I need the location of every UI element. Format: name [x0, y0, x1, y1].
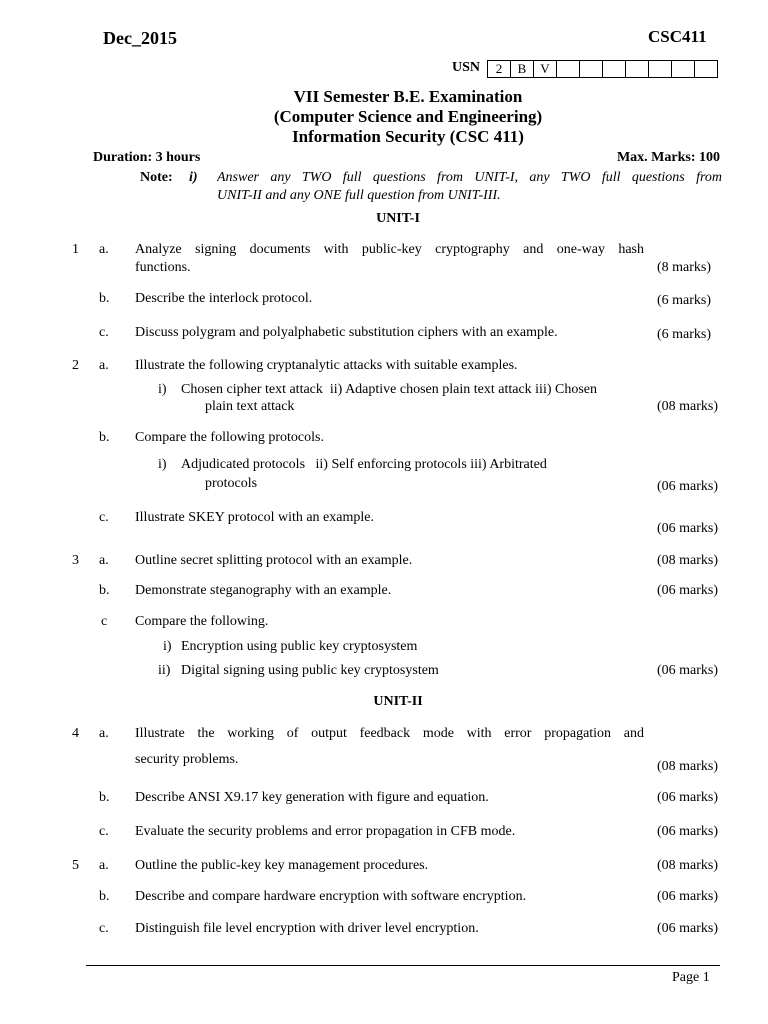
usn-box: B: [510, 60, 533, 78]
sub-item-label: i): [158, 457, 167, 472]
exam-title: VII Semester B.E. Examination: [293, 87, 523, 106]
question-part-letter: a.: [99, 726, 109, 741]
question-text: Describe the interlock protocol.: [135, 291, 313, 306]
question-text: Analyze signing documents with public-key cryptography and one-way hash: [135, 242, 644, 257]
question-marks: (06 marks): [657, 583, 719, 598]
question-text: functions.: [135, 260, 191, 275]
question-part-letter: c.: [99, 824, 109, 839]
sub-item-text: Chosen cipher text attack ii) Adaptive chosen plain text attack iii) Chosen: [181, 382, 597, 397]
sub-item-text: protocols: [205, 476, 258, 491]
question-text: Illustrate SKEY protocol with an example.: [135, 510, 374, 525]
question-part-letter: b.: [99, 583, 110, 598]
usn-box: [625, 60, 648, 78]
usn-box-border: [717, 60, 718, 78]
question-part-letter: b.: [99, 291, 110, 306]
usn-box: [556, 60, 579, 78]
exam-subject: Information Security (CSC 411): [292, 127, 524, 146]
question-marks: (06 marks): [657, 521, 719, 536]
question-part-letter: c.: [99, 921, 109, 936]
usn-box: [602, 60, 625, 78]
note-label: Note:: [140, 170, 173, 185]
question-text: Illustrate the following cryptanalytic attacks with suitable examples.: [135, 358, 518, 373]
question-number: 3: [72, 553, 79, 568]
sub-item-label: i): [163, 639, 172, 654]
question-text: security problems.: [135, 752, 239, 767]
sub-item-text: plain text attack: [205, 399, 295, 414]
exam-department: (Computer Science and Engineering): [273, 107, 543, 126]
question-part-letter: a.: [99, 553, 109, 568]
question-text: Demonstrate steganography with an example.: [135, 583, 392, 598]
question-part-letter: b.: [99, 790, 110, 805]
question-text: Illustrate the working of output feedback mode with error propagation and: [135, 726, 644, 741]
exam-date: Dec_2015: [103, 28, 177, 48]
question-part-letter: c.: [99, 325, 109, 340]
usn-box: [648, 60, 671, 78]
question-part-letter: b.: [99, 430, 110, 445]
question-text: Outline the public-key key management procedures.: [135, 858, 429, 873]
unit-heading: UNIT-I: [376, 211, 420, 226]
question-part-letter: c: [101, 614, 108, 629]
question-number: 5: [72, 858, 79, 873]
course-code: CSC411: [648, 27, 707, 46]
usn-label: USN: [452, 60, 481, 75]
question-marks: (08 marks): [657, 858, 719, 873]
question-marks: (06 marks): [657, 479, 719, 494]
question-marks: (06 marks): [657, 790, 719, 805]
question-part-letter: a.: [99, 358, 109, 373]
footer-rule: [86, 965, 720, 966]
sub-item-label: ii): [158, 663, 171, 678]
usn-box: [579, 60, 602, 78]
note-text-line: Answer any TWO full questions from UNIT-I, any TWO full questions from: [217, 170, 722, 185]
question-text: Compare the following protocols.: [135, 430, 324, 445]
max-marks: Max. Marks: 100: [616, 150, 720, 165]
sub-item-label: i): [158, 382, 167, 397]
question-text: Compare the following.: [135, 614, 269, 629]
question-part-letter: b.: [99, 889, 110, 904]
duration: Duration: 3 hours: [93, 150, 201, 165]
question-marks: (6 marks): [657, 293, 712, 308]
question-marks: (08 marks): [657, 759, 719, 774]
question-number: 1: [72, 242, 79, 257]
question-number: 4: [72, 726, 79, 741]
sub-item-text: Adjudicated protocols ii) Self enforcing protocols iii) Arbitrated: [181, 457, 547, 472]
usn-box: [694, 60, 717, 78]
question-text: Distinguish file level encryption with driver level encryption.: [135, 921, 479, 936]
question-text: Describe ANSI X9.17 key generation with figure and equation.: [135, 790, 489, 805]
question-number: 2: [72, 358, 79, 373]
question-text: Discuss polygram and polyalphabetic substitution ciphers with an example.: [135, 325, 558, 340]
page-number: Page 1: [672, 970, 710, 985]
question-marks: (06 marks): [657, 921, 719, 936]
question-part-letter: a.: [99, 242, 109, 257]
question-marks: (06 marks): [657, 889, 719, 904]
question-marks: (08 marks): [657, 553, 719, 568]
question-part-letter: a.: [99, 858, 109, 873]
question-marks: (08 marks): [657, 399, 719, 414]
question-marks: (06 marks): [657, 824, 719, 839]
question-marks: (6 marks): [657, 327, 712, 342]
note-text-line: UNIT-II and any ONE full question from UNIT-III.: [217, 188, 501, 203]
question-text: Describe and compare hardware encryption with software encryption.: [135, 889, 527, 904]
usn-box: V: [533, 60, 556, 78]
question-text: Outline secret splitting protocol with an example.: [135, 553, 413, 568]
sub-item-text: Encryption using public key cryptosystem: [181, 639, 418, 654]
usn-box: 2: [487, 60, 510, 78]
note-item-label: i): [189, 170, 198, 185]
question-text: Evaluate the security problems and error propagation in CFB mode.: [135, 824, 516, 839]
sub-item-text: Digital signing using public key cryptosystem: [181, 663, 439, 678]
question-part-letter: c.: [99, 510, 109, 525]
question-marks: (8 marks): [657, 260, 712, 275]
unit-heading: UNIT-II: [373, 694, 423, 709]
usn-box: [671, 60, 694, 78]
question-marks: (06 marks): [657, 663, 719, 678]
